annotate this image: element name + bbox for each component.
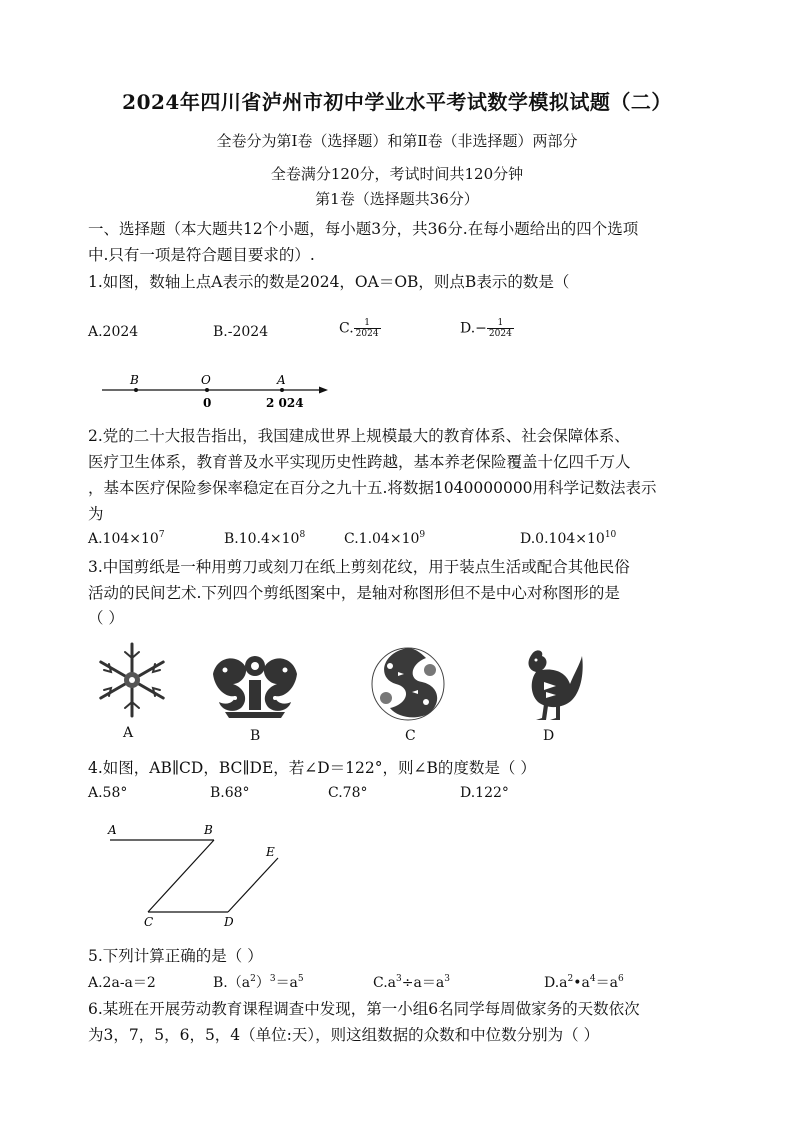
- q2-option-a: [88, 530, 165, 547]
- q6-line-2: 为3，7，5，6，5，4（单位:天），则这组数据的众数和中位数分别为（ ）: [88, 1026, 600, 1044]
- q5-c-exp2: 3: [444, 974, 450, 984]
- q1-stem: 1.如图，数轴上点A表示的数是2024，OA＝OB，则点B表示的数是（: [88, 273, 570, 291]
- q5-option-b: [213, 972, 304, 992]
- paper-cut-rooster-image: [514, 644, 586, 724]
- paper-cut-dragons-image: [205, 644, 305, 720]
- q2-line-1: 2.党的二十大报告指出，我国建成世界上规模最大的教育体系、社会保障体系、: [88, 427, 630, 445]
- q2-option-d-base: D.0.104×10: [520, 531, 605, 547]
- point-b-dot: [134, 388, 138, 392]
- q4-stem: 4.如图，AB∥CD，BC∥DE，若∠D＝122°，则∠B的度数是（ ）: [88, 759, 536, 777]
- q5-b-part3: ＝a: [275, 975, 298, 991]
- q3-label-b: B: [250, 728, 261, 744]
- q5-option-a: A.2a-a＝2: [88, 975, 156, 991]
- q2-option-c-exp: 9: [419, 530, 426, 540]
- q5-d-exp2: 4: [589, 974, 596, 984]
- q1-option-c-denominator: 2024: [355, 329, 379, 339]
- q1-option-d-numerator: 1: [487, 318, 514, 329]
- q2-option-b: [224, 530, 305, 547]
- q2-option-c: [344, 530, 425, 547]
- paper-cut-fish-image: [368, 644, 448, 724]
- q5-d-part2: •a: [573, 975, 590, 991]
- section-heading-line-2: 中.只有一项是符合题目要求的）.: [88, 246, 315, 264]
- q5-stem: 5.下列计算正确的是（ ）: [88, 947, 263, 965]
- point-a-dot: [280, 388, 284, 392]
- q2-option-a-exp: 7: [158, 530, 165, 540]
- section-heading-line-1: 一、选择题（本大题共12个小题，每小题3分，共36分.在每小题给出的四个选项: [88, 220, 639, 238]
- q5-d-part3: ＝a: [595, 975, 618, 991]
- q3-line-1: 3.中国剪纸是一种用剪刀或刻刀在纸上剪刻花纹，用于装点生活或配合其他民俗: [88, 558, 630, 576]
- q5-b-exp2: 3: [269, 974, 276, 984]
- q1-option-b: B.-2024: [213, 324, 269, 340]
- q1-option-c-numerator: 1: [354, 318, 381, 329]
- q4-option-d: D.122°: [460, 785, 509, 801]
- q5-d-exp1: 2: [567, 974, 574, 984]
- q4-label-d: D: [224, 915, 234, 929]
- q4-option-c: C.78°: [328, 785, 368, 801]
- q1-option-d-denominator: 2024: [488, 329, 512, 339]
- q5-c-exp1: 3: [396, 974, 402, 984]
- segment-bc: [148, 840, 214, 912]
- q1-option-d-fraction: [487, 318, 514, 339]
- q4-option-a: A.58°: [88, 785, 128, 801]
- q3-label-d: D: [543, 728, 555, 744]
- number-line-arrow: [319, 387, 328, 394]
- q1-number-line-figure: [96, 368, 336, 412]
- tick-label-2024: 2 024: [266, 396, 304, 410]
- q2-option-d: [520, 530, 616, 547]
- q5-option-c: [373, 972, 450, 992]
- q5-c-part1: C.a: [373, 975, 397, 991]
- q2-line-2: 医疗卫生体系，教育普及水平实现历史性跨越，基本养老保险覆盖十亿四千万人: [88, 453, 631, 471]
- q5-d-exp3: 6: [617, 974, 624, 984]
- label-b: B: [130, 373, 139, 387]
- point-o-dot: [205, 388, 209, 392]
- q1-option-c-prefix: C.: [339, 320, 354, 337]
- segment-de: [228, 858, 278, 912]
- q2-line-3: ，基本医疗保险参保率稳定在百分之九十五.将数据1040000000用科学记数法表示: [88, 479, 657, 497]
- q5-b-exp3: 5: [297, 974, 304, 984]
- q5-b-part2: ）: [255, 975, 270, 991]
- q5-option-d: [544, 972, 624, 992]
- label-o: O: [201, 373, 211, 387]
- q5-b-part1: B.（a: [213, 975, 251, 991]
- q6-line-1: 6.某班在开展劳动教育课程调查中发现，第一小组6名同学每周做家务的天数依次: [88, 1000, 640, 1018]
- q5-b-exp1: 2: [250, 974, 256, 984]
- q5-d-part1: D.a: [544, 975, 568, 991]
- label-a: A: [277, 373, 286, 387]
- q2-option-c-base: C.1.04×10: [344, 531, 420, 547]
- q4-label-e: E: [266, 845, 275, 859]
- q2-line-4: 为: [88, 505, 104, 523]
- q2-option-a-base: A.104×10: [88, 531, 159, 547]
- q3-line-2: 活动的民间艺术.下列四个剪纸图案中，是轴对称图形但不是中心对称图形的是: [88, 584, 620, 602]
- paper-cut-snowflake-image: [92, 640, 172, 720]
- q3-label-a: A: [123, 725, 134, 741]
- q3-line-3: （ ）: [88, 609, 124, 627]
- q5-c-part2: ÷a＝a: [401, 975, 445, 991]
- q1-option-d: [460, 318, 514, 339]
- tick-label-0: 0: [203, 396, 212, 410]
- exam-title: 2024年四川省泸州市初中学业水平考试数学模拟试题（二）: [122, 90, 672, 114]
- q4-parallel-lines-figure: [100, 818, 300, 933]
- q2-option-b-base: B.10.4×10: [224, 531, 300, 547]
- q1-option-a: A.2024: [88, 324, 139, 340]
- intro-line-1: 全卷分为第Ⅰ卷（选择题）和第Ⅱ卷（非选择题）两部分: [216, 132, 578, 150]
- q2-option-b-exp: 8: [299, 530, 306, 540]
- q2-option-d-exp: 10: [604, 530, 617, 540]
- intro-line-3: 第1卷（选择题共36分）: [315, 190, 479, 208]
- q4-option-b: B.68°: [210, 785, 250, 801]
- q4-label-c: C: [144, 915, 154, 929]
- intro-line-2: 全卷满分120分，考试时间共120分钟: [270, 165, 524, 183]
- q4-label-b: B: [204, 823, 213, 837]
- q1-option-c-fraction: [354, 318, 381, 339]
- q1-option-c: [339, 318, 381, 339]
- q3-label-c: C: [405, 728, 416, 744]
- q4-label-a: A: [108, 823, 117, 837]
- q1-option-d-prefix: D.−: [460, 320, 487, 337]
